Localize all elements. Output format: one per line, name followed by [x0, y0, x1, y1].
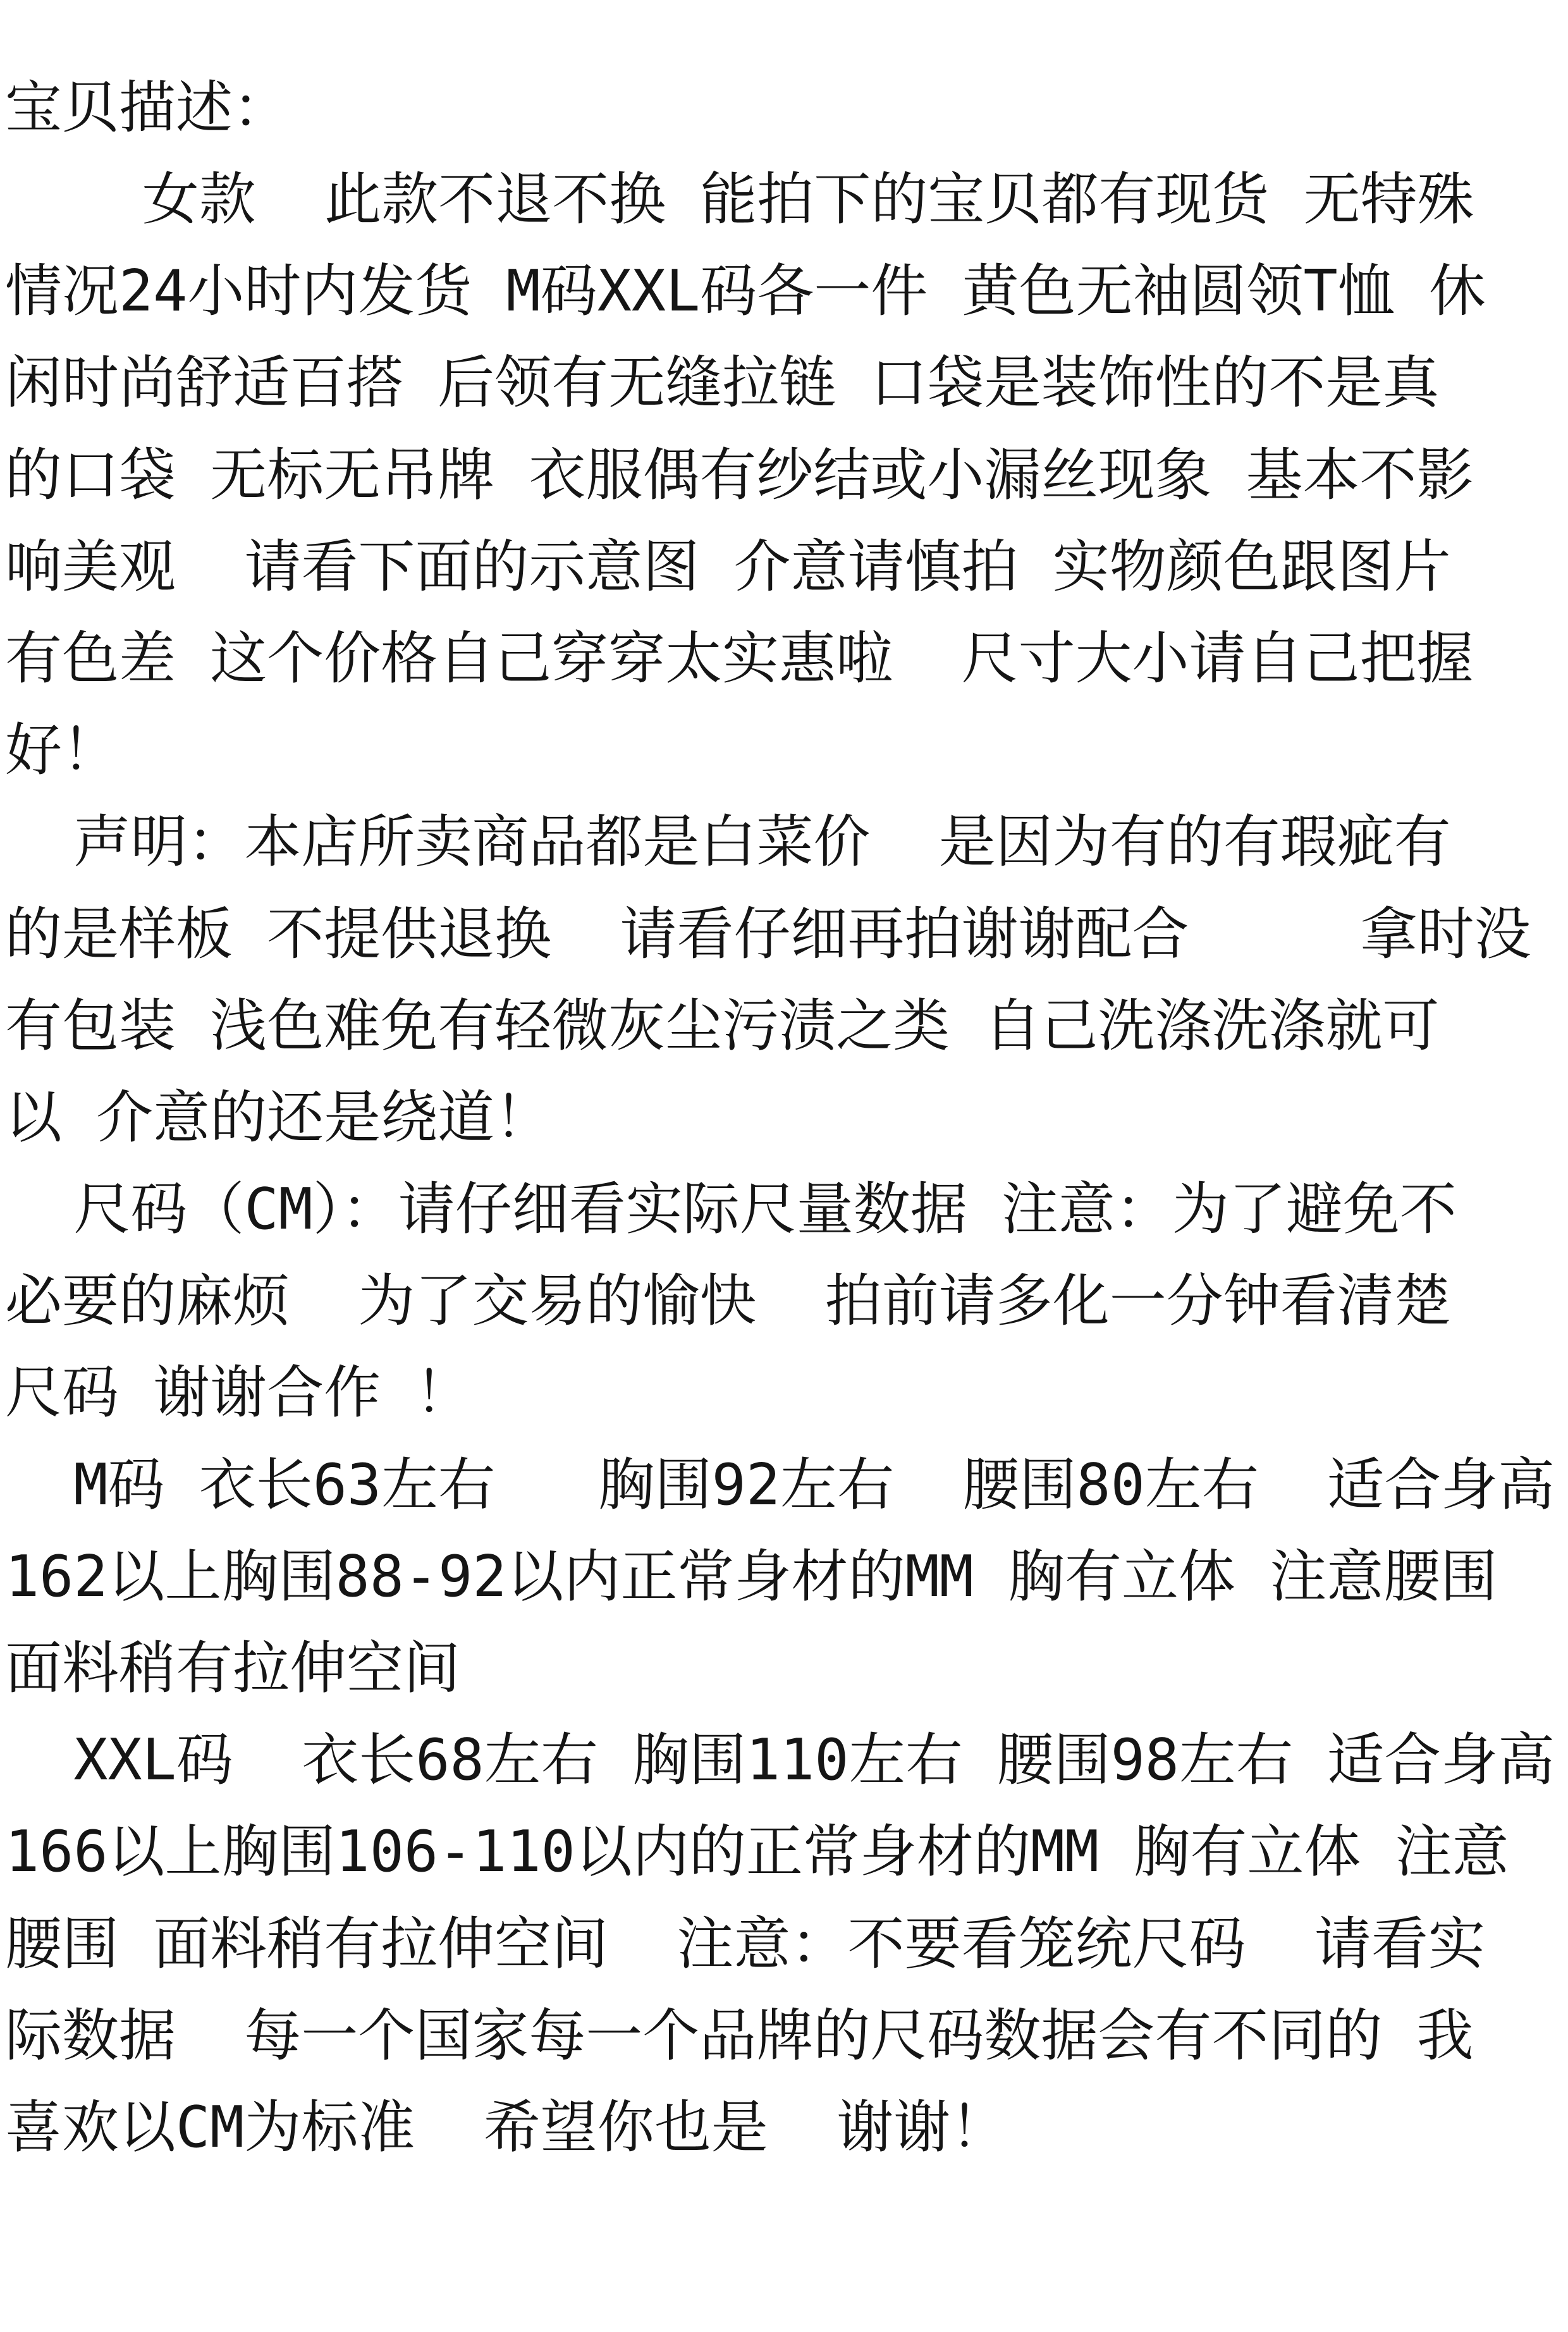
size-m-line: M码 衣长63左右 胸围92左右 腰围80左右 适合身高: [5, 1451, 1555, 1518]
size-m-line: 162以上胸围88-92以内正常身材的MM 胸有立体 注意腰围: [5, 1543, 1498, 1610]
disclaimer-line: 以 介意的还是绕道！: [5, 1084, 552, 1151]
size-xxl-line: 腰围 面料稍有拉伸空间 注意：不要看笼统尺码 请看实: [5, 1910, 1485, 1977]
description-line: 女款 此款不退不换 能拍下的宝贝都有现货 无特殊: [5, 166, 1474, 233]
size-m-line: 面料稍有拉伸空间: [5, 1635, 460, 1702]
description-line: 响美观 请看下面的示意图 介意请慎拍 实物颜色跟图片: [5, 533, 1451, 600]
description-heading: 宝贝描述：: [5, 75, 290, 141]
description-body: [5, 154, 1568, 2173]
description-line: 的口袋 无标无吊牌 衣服偶有纱结或小漏丝现象 基本不影: [5, 441, 1474, 508]
size-xxl-line: XXL码 衣长68左右 胸围110左右 腰围98左右 适合身高: [5, 1727, 1555, 1794]
size-xxl-line: 166以上胸围106-110以内的正常身材的MM 胸有立体 注意: [5, 1819, 1509, 1886]
description-line: 闲时尚舒适百搭 后领有无缝拉链 口袋是装饰性的不是真: [5, 350, 1440, 417]
size-xxl-line: 际数据 每一个国家每一个品牌的尺码数据会有不同的 我: [5, 2002, 1474, 2069]
disclaimer-line: 有包装 浅色难免有轻微灰尘污渍之类 自己洗涤洗涤就可: [5, 992, 1440, 1059]
description-line: 好！: [5, 717, 119, 784]
size-note-line: 尺码 谢谢合作 ！: [5, 1359, 472, 1427]
size-xxl-line: 喜欢以CM为标准 希望你也是 谢谢！: [5, 2094, 1008, 2161]
disclaimer-line: 的是样板 不提供退换 请看仔细再拍谢谢配合 拿时没: [5, 900, 1531, 967]
disclaimer-line: 声明：本店所卖商品都是白菜价 是因为有的有瑕疵有: [5, 809, 1451, 876]
description-line: 有色差 这个价格自己穿穿太实惠啦 尺寸大小请自己把握: [5, 625, 1474, 692]
size-note-line: 尺码（CM）：请仔细看实际尺量数据 注意：为了避免不: [5, 1176, 1457, 1243]
description-line: 情况24小时内发货 M码XXL码各一件 黄色无袖圆领T恤 休: [5, 258, 1486, 325]
size-note-line: 必要的麻烦 为了交易的愉快 拍前请多化一分钟看清楚: [5, 1268, 1451, 1335]
